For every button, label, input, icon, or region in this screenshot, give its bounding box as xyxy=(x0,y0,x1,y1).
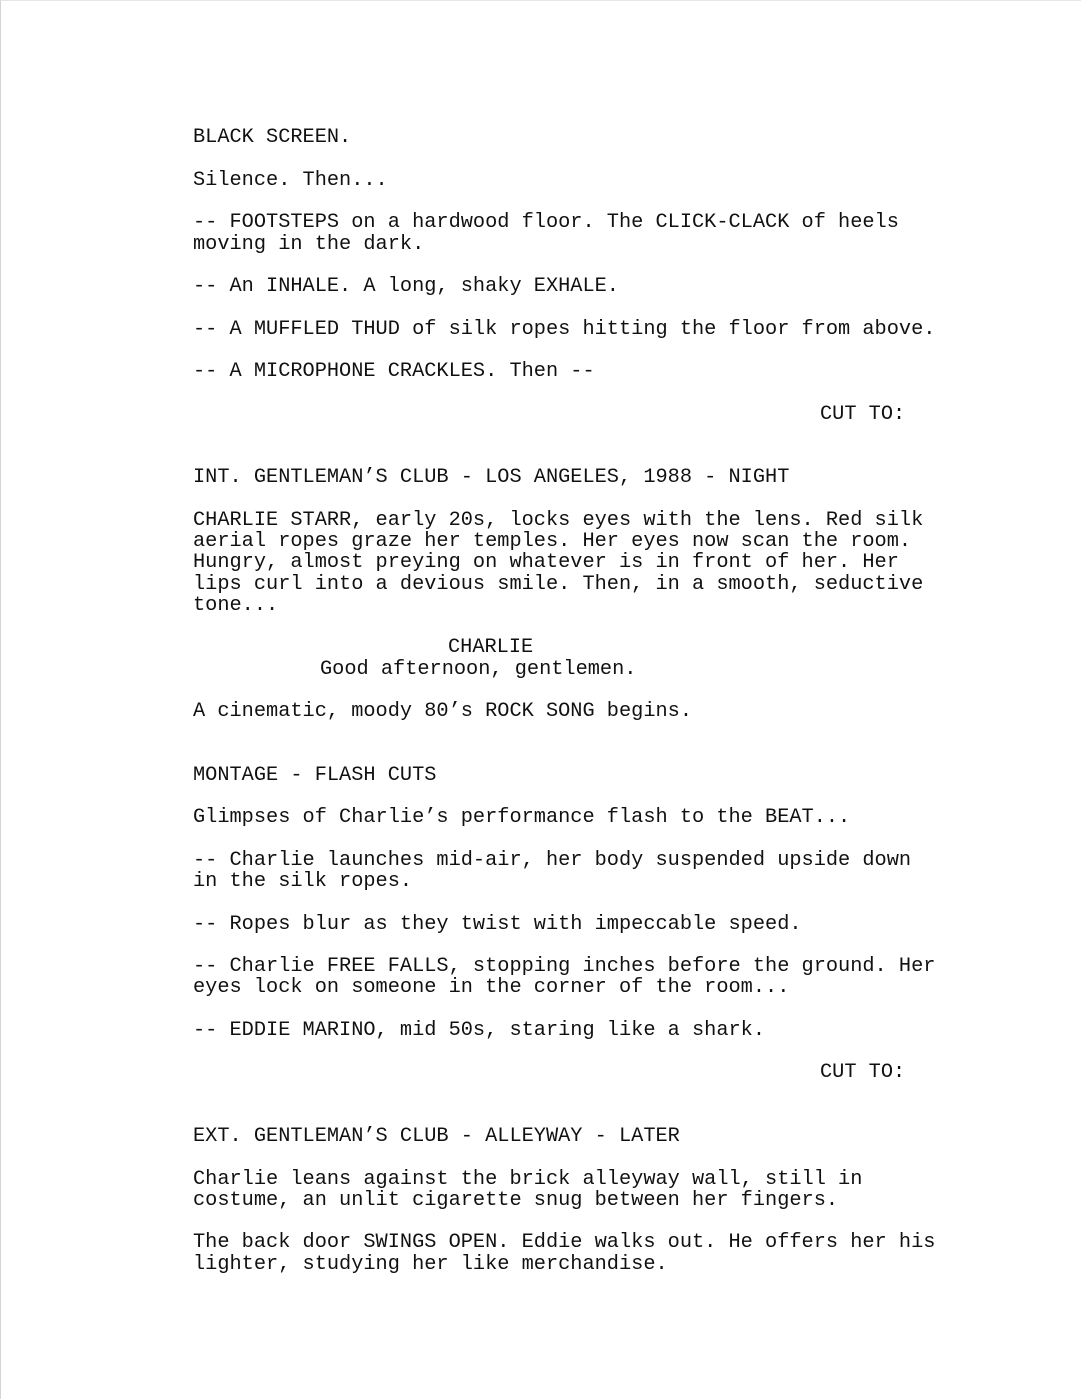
action-line: The back door SWINGS OPEN. Eddie walks out. He offers her his xyxy=(193,1231,936,1254)
character-name: CHARLIE xyxy=(448,636,534,659)
action-line: -- Ropes blur as they twist with impeccable speed. xyxy=(193,913,802,936)
scene-heading: MONTAGE - FLASH CUTS xyxy=(193,764,437,787)
transition: CUT TO: xyxy=(820,1061,906,1084)
action-line: -- A MUFFLED THUD of silk ropes hitting the floor from above. xyxy=(193,318,936,341)
scene-heading: EXT. GENTLEMAN’S CLUB - ALLEYWAY - LATER xyxy=(193,1125,680,1148)
action-line: Charlie leans against the brick alleyway wall, still in xyxy=(193,1168,863,1191)
action-line: BLACK SCREEN. xyxy=(193,126,352,149)
action-line: -- Charlie launches mid-air, her body suspended upside down xyxy=(193,849,912,872)
action-line: -- A MICROPHONE CRACKLES. Then -- xyxy=(193,360,595,383)
transition: CUT TO: xyxy=(820,403,906,426)
action-line: A cinematic, moody 80’s ROCK SONG begins. xyxy=(193,700,692,723)
action-line: Hungry, almost preying on whatever is in front of her. Her xyxy=(193,551,899,574)
action-line: costume, an unlit cigarette snug between her fingers. xyxy=(193,1189,839,1212)
action-line: Glimpses of Charlie’s performance flash to the BEAT... xyxy=(193,806,851,829)
scene-heading: INT. GENTLEMAN’S CLUB - LOS ANGELES, 1988 - NIGHT xyxy=(193,466,790,489)
action-line: eyes lock on someone in the corner of the room... xyxy=(193,976,790,999)
action-line: -- FOOTSTEPS on a hardwood floor. The CLICK-CLACK of heels xyxy=(193,211,899,234)
action-line: lips curl into a devious smile. Then, in a smooth, seductive xyxy=(193,573,924,596)
action-line: moving in the dark. xyxy=(193,233,425,256)
dialogue: Good afternoon, gentlemen. xyxy=(320,658,637,681)
action-line: aerial ropes graze her temples. Her eyes now scan the room. xyxy=(193,530,912,553)
action-line: lighter, studying her like merchandise. xyxy=(193,1253,668,1276)
action-line: Silence. Then... xyxy=(193,169,388,192)
action-line: in the silk ropes. xyxy=(193,870,413,893)
action-line: CHARLIE STARR, early 20s, locks eyes with the lens. Red silk xyxy=(193,509,924,532)
action-line: tone... xyxy=(193,594,279,617)
action-line: -- Charlie FREE FALLS, stopping inches before the ground. Her xyxy=(193,955,936,978)
action-line: -- An INHALE. A long, shaky EXHALE. xyxy=(193,275,619,298)
action-line: -- EDDIE MARINO, mid 50s, staring like a shark. xyxy=(193,1019,766,1042)
